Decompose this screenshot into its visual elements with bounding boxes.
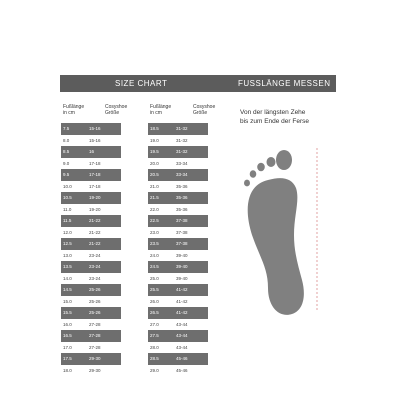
foot-length-cell: 25.0 [150, 275, 159, 281]
table-row [61, 238, 121, 250]
foot-length-cell: 13.0 [63, 252, 72, 258]
size-cell: 31-32 [176, 137, 188, 143]
size-cell: 25-26 [89, 298, 101, 304]
size-cell: 17-18 [89, 172, 101, 178]
table-row [148, 181, 208, 193]
right-size-header [193, 104, 215, 116]
foot-length-cell: 15.0 [63, 298, 72, 304]
table-row [148, 353, 208, 365]
foot-length-cell: 14.5 [63, 287, 72, 293]
foot-length-cell: 27.0 [150, 321, 159, 327]
table-row [148, 238, 208, 250]
size-cell: 39-40 [176, 275, 188, 281]
size-cell: 21-22 [89, 229, 101, 235]
foot-length-cell: 24.5 [150, 264, 159, 270]
size-cell: 15-16 [89, 126, 101, 132]
foot-length-cell: 27.5 [150, 333, 159, 339]
size-cell: 39-40 [176, 264, 188, 270]
right-foot-length-header [150, 104, 171, 116]
table-row [148, 365, 208, 377]
size-cell: 41-42 [176, 310, 188, 316]
table-row [61, 365, 121, 377]
size-table-left [61, 123, 121, 376]
foot-length-cell: 12.0 [63, 229, 72, 235]
table-row [148, 135, 208, 147]
table-row [148, 146, 208, 158]
sole [248, 178, 304, 315]
table-row [148, 250, 208, 262]
table-row [148, 192, 208, 204]
table-row [61, 204, 121, 216]
size-cell: 23-24 [89, 264, 101, 270]
table-row [61, 215, 121, 227]
size-cell: 41-42 [176, 298, 188, 304]
foot-length-cell: 17.0 [63, 344, 72, 350]
size-cell: 17-18 [89, 160, 101, 166]
table-row [148, 296, 208, 308]
size-cell: 35-36 [176, 195, 188, 201]
table-row [148, 123, 208, 135]
toe-3 [257, 163, 265, 172]
table-row [148, 330, 208, 342]
right-size-header-line1: Cosyshoe [193, 104, 216, 110]
big-toe [276, 150, 292, 170]
table-row [61, 146, 121, 158]
size-cell: 27-28 [89, 344, 101, 350]
table-row [148, 342, 208, 354]
foot-length-cell: 13.5 [63, 264, 72, 270]
instruction-line1: Von der längsten Zehe [240, 109, 306, 116]
table-row [148, 273, 208, 285]
size-cell: 21-22 [89, 241, 101, 247]
table-row [61, 342, 121, 354]
size-cell: 43-44 [176, 321, 188, 327]
foot-icon [244, 150, 304, 315]
size-cell: 35-36 [176, 206, 188, 212]
size-cell: 29-30 [89, 367, 101, 373]
table-row [61, 296, 121, 308]
size-table-right [148, 123, 208, 376]
foot-length-cell: 28.0 [150, 344, 159, 350]
size-cell: 45-46 [176, 356, 188, 362]
size-cell: 19-20 [89, 195, 101, 201]
foot-length-cell: 15.5 [63, 310, 72, 316]
header-bar [60, 75, 336, 92]
foot-length-cell: 20.5 [150, 172, 159, 178]
left-size-header [105, 104, 127, 116]
foot-length-cell: 9.0 [63, 160, 70, 166]
size-cell: 31-32 [176, 126, 188, 132]
size-cell: 25-26 [89, 310, 101, 316]
foot-length-cell: 21.0 [150, 183, 159, 189]
foot-length-cell: 26.0 [150, 298, 159, 304]
table-row [61, 319, 121, 331]
toe-5 [244, 180, 250, 187]
foot-length-cell: 7.5 [63, 126, 70, 132]
foot-length-cell: 26.5 [150, 310, 159, 316]
right-size-header-line2: Größe [193, 110, 208, 116]
size-cell: 33-34 [176, 172, 188, 178]
foot-length-cell: 23.0 [150, 229, 159, 235]
foot-length-cell: 22.5 [150, 218, 159, 224]
size-cell: 15-16 [89, 137, 101, 143]
left-foot-length-header-line1: Fußlänge [63, 104, 85, 110]
table-row [61, 261, 121, 273]
table-row [61, 181, 121, 193]
table-row [61, 227, 121, 239]
foot-length-cell: 18.0 [63, 367, 72, 373]
foot-length-cell: 21.5 [150, 195, 159, 201]
table-row [148, 158, 208, 170]
size-cell: 25-26 [89, 287, 101, 293]
foot-length-cell: 25.5 [150, 287, 159, 293]
left-size-header-line2: Größe [105, 110, 120, 116]
foot-length-cell: 8.5 [63, 149, 70, 155]
foot-length-cell: 22.0 [150, 206, 159, 212]
foot-length-cell: 11.0 [63, 206, 72, 212]
table-row [61, 250, 121, 262]
table-row [148, 307, 208, 319]
table-row [148, 284, 208, 296]
table-row [61, 284, 121, 296]
size-cell: 21-22 [89, 218, 101, 224]
foot-length-cell: 16.5 [63, 333, 72, 339]
foot-length-title: FUSSLÄNGE MESSEN [238, 79, 331, 88]
size-cell: 23-24 [89, 275, 101, 281]
size-cell: 27-28 [89, 321, 101, 327]
table-row [148, 169, 208, 181]
foot-length-cell: 10.5 [63, 195, 72, 201]
size-cell: 33-34 [176, 160, 188, 166]
size-cell: 29-30 [89, 356, 101, 362]
size-cell: 37-38 [176, 229, 188, 235]
size-cell: 43-44 [176, 333, 188, 339]
table-row [61, 135, 121, 147]
foot-length-cell: 24.0 [150, 252, 159, 258]
foot-length-cell: 18.5 [150, 126, 159, 132]
measure-instructions [240, 108, 309, 126]
left-foot-length-header [63, 104, 84, 116]
toe-4 [250, 170, 257, 178]
foot-length-cell: 19.5 [150, 149, 159, 155]
foot-length-cell: 28.5 [150, 356, 159, 362]
instruction-line2: bis zum Ende der Ferse [240, 118, 310, 125]
right-foot-length-header-line2: in cm [150, 110, 162, 116]
table-row [61, 273, 121, 285]
size-chart-title: SIZE CHART [115, 79, 168, 88]
foot-length-cell: 16.0 [63, 321, 72, 327]
table-row [148, 319, 208, 331]
size-cell: 19-20 [89, 206, 101, 212]
size-cell: 39-40 [176, 252, 188, 258]
size-cell: 23-24 [89, 252, 101, 258]
table-row [148, 215, 208, 227]
size-cell: 37-38 [176, 218, 188, 224]
foot-length-cell: 17.5 [63, 356, 72, 362]
foot-length-cell: 19.0 [150, 137, 159, 143]
size-cell: 41-42 [176, 287, 188, 293]
foot-length-cell: 29.0 [150, 367, 159, 373]
size-cell: 37-38 [176, 241, 188, 247]
size-cell: 27-28 [89, 333, 101, 339]
size-cell: 45-46 [176, 367, 188, 373]
size-cell: 35-36 [176, 183, 188, 189]
table-row [148, 261, 208, 273]
foot-length-cell: 20.0 [150, 160, 159, 166]
foot-length-cell: 8.0 [63, 137, 70, 143]
table-row [148, 227, 208, 239]
table-row [61, 123, 121, 135]
right-foot-length-header-line1: Fußlänge [150, 104, 172, 110]
table-row [61, 307, 121, 319]
foot-length-cell: 10.0 [63, 183, 72, 189]
left-foot-length-header-line2: in cm [63, 110, 75, 116]
foot-illustration [228, 140, 328, 320]
size-cell: 16 [89, 149, 95, 155]
table-row [61, 158, 121, 170]
size-cell: 17-18 [89, 183, 101, 189]
foot-length-cell: 12.5 [63, 241, 72, 247]
foot-length-cell: 9.5 [63, 172, 70, 178]
left-size-header-line1: Cosyshoe [105, 104, 128, 110]
table-row [61, 330, 121, 342]
toe-2 [267, 157, 276, 167]
foot-length-cell: 23.5 [150, 241, 159, 247]
foot-length-cell: 14.0 [63, 275, 72, 281]
size-cell: 31-32 [176, 149, 188, 155]
table-row [148, 204, 208, 216]
table-row [61, 192, 121, 204]
size-cell: 43-44 [176, 344, 188, 350]
foot-length-cell: 11.5 [63, 218, 72, 224]
table-row [61, 353, 121, 365]
table-row [61, 169, 121, 181]
